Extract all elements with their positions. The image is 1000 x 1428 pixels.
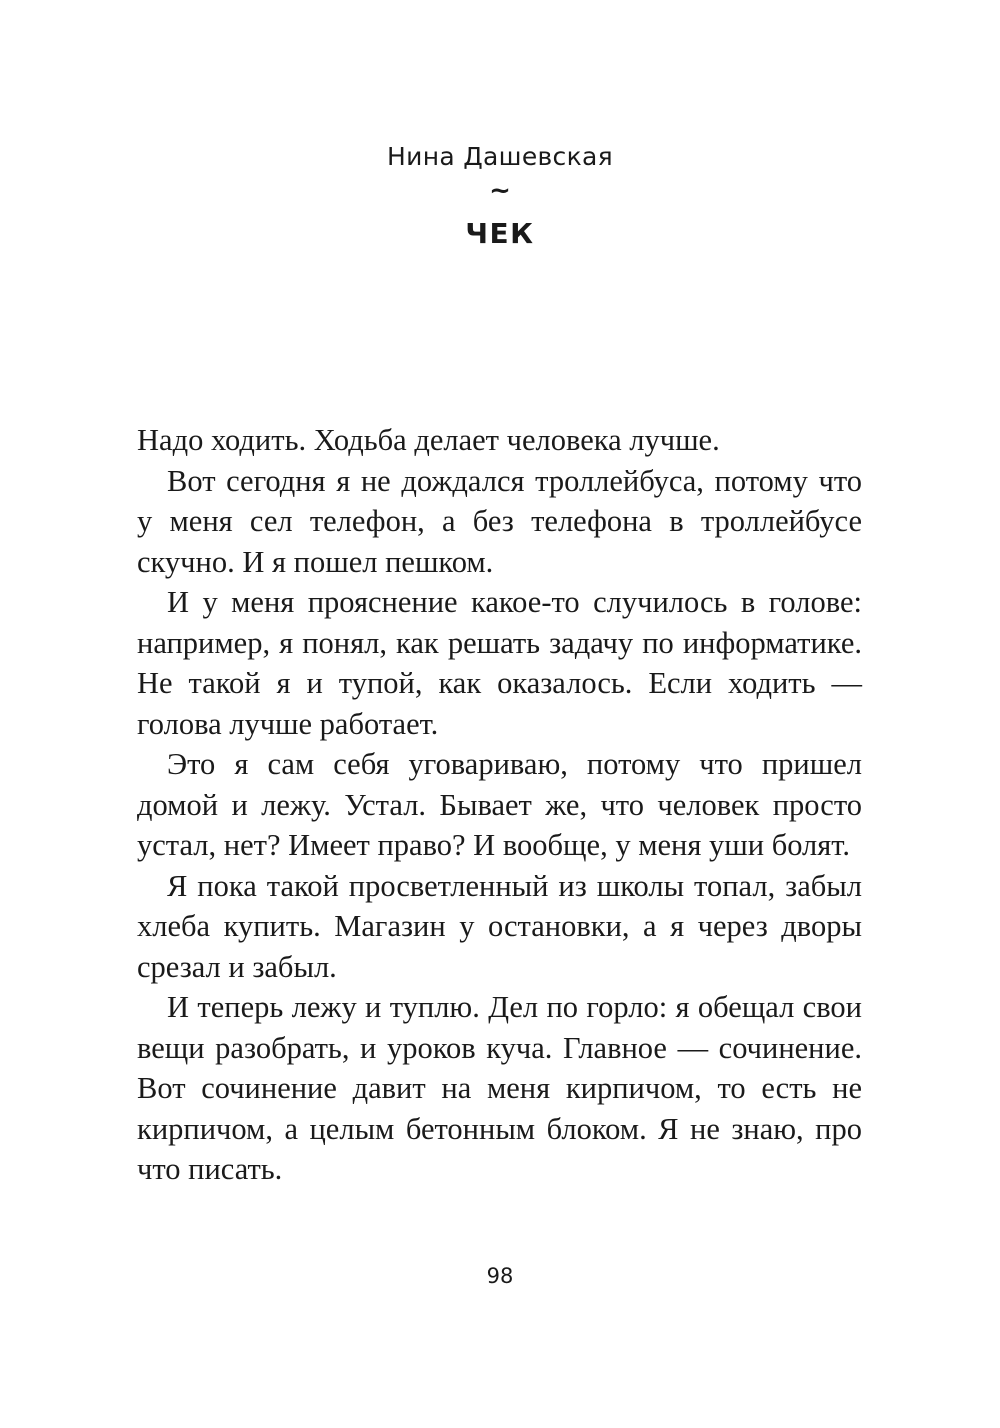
paragraph-2: Вот сегодня я не дождался троллейбуса, потому что у меня сел телефон, а без телефона в троллейбусе скучно. И я пошел пешком. xyxy=(137,463,862,579)
page-number: 98 xyxy=(486,1264,514,1288)
chapter-title: ЧЕК xyxy=(465,217,535,250)
author-name: Нина Дашевская xyxy=(387,142,613,171)
paragraph-3: И у меня прояснение какое-то случилось в голове: например, я понял, как решать задачу по информатике. Не такой я и тупой, как оказалось. Если ходить — голова лучше работает. xyxy=(137,585,862,741)
title-separator: ~ xyxy=(489,176,511,206)
chapter-body xyxy=(137,420,862,1190)
paragraph-1: Надо ходить. Ходьба делает человека лучше. xyxy=(137,423,720,457)
paragraph-4: Это я сам себя уговариваю, потому что пришел домой и лежу. Устал. Бывает же, что человек просто устал, нет? Имеет право? И вообще, у меня уши болят. xyxy=(137,747,862,862)
paragraph-6: И теперь лежу и туплю. Дел по горло: я обещал свои вещи разобрать, и уроков куча. Главное — сочинение. Вот сочинение давит на меня кирпичом, то есть не кирпичом, а целым бетонным блоком. Я не знаю, про что писать. xyxy=(137,990,862,1186)
paragraph-5: Я пока такой просветленный из школы топал, забыл хлеба купить. Магазин у остановки, а я через дворы срезал и забыл. xyxy=(137,868,862,984)
